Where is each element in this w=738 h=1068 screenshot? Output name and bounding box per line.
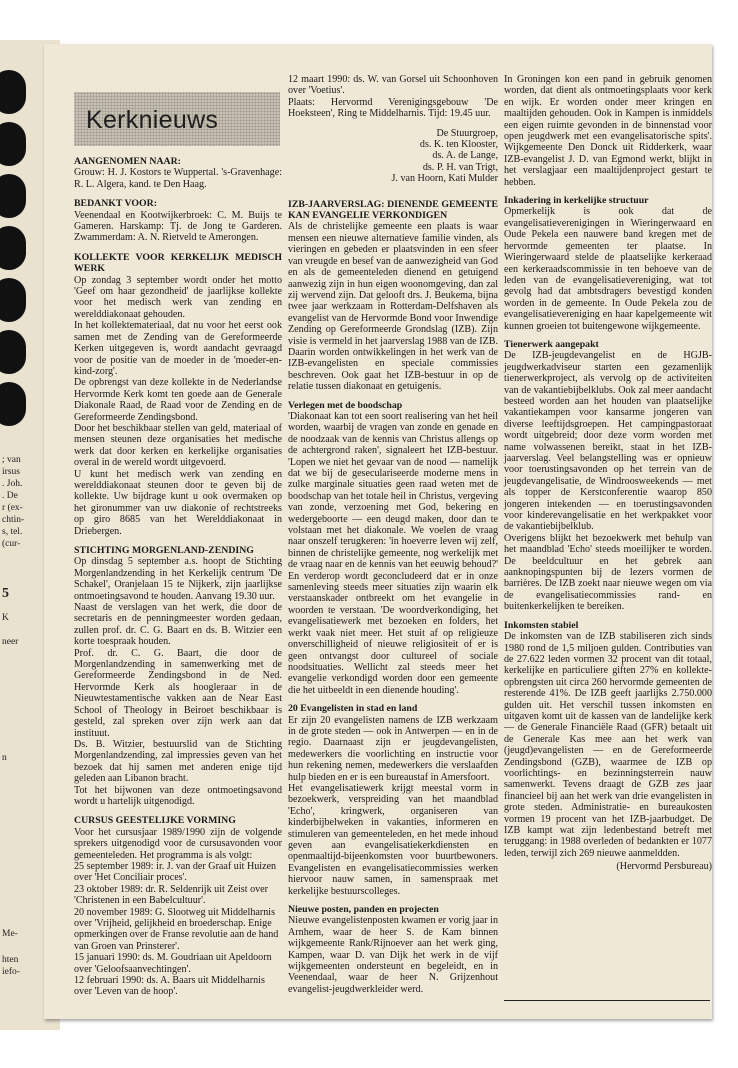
signer: J. van Hoorn, Kati Mulder bbox=[391, 173, 498, 185]
paragraph: Ds. B. Witzier, bestuurslid van de Stichting Morgenlandzending, zal impressies geven van het bezoek dat hij samen met anderen enige tijd geleden aan Libanon bracht. bbox=[74, 738, 282, 785]
heading-bedankt: BEDANKT VOOR: bbox=[74, 198, 158, 210]
heading-aangenomen: AANGENOMEN NAAR: bbox=[74, 156, 181, 167]
paragraph: Opmerkelijk is ook dat de evangelisatieverenigingen in Wieringerwaard en Oude Pekela een nauwere band kregen met de hervormde gemeenten ter plaatse. In Wieringerwaard stelde de plaatselijke kerkeraad een kerkeraadscommissie in ten behoeve van de leden van de evangelisatievereniging, wat tot gevolg had dat ambtsdragers bevestigd konden worden in de gemeente. In Oude Pekela zou de evangelisatievereniging en haar kapelgemeente wit kunnen groeien tot buitengewone wijkgemeente. bbox=[504, 206, 712, 332]
list-item: 12 februari 1990: ds. A. Baars uit Middelharnis over 'Leven van de hoop'. bbox=[74, 975, 265, 998]
prev-page-fragment: neer bbox=[2, 637, 19, 647]
signer: ds. A. de Lange, bbox=[432, 150, 498, 162]
prev-page-fragment: n bbox=[2, 753, 7, 763]
prev-page-fragment: hten bbox=[2, 955, 19, 965]
prev-page-fragment: iefo- bbox=[2, 967, 20, 977]
heading-stichting: STICHTING MORGENLAND-ZENDING bbox=[74, 545, 254, 556]
list-item: 25 september 1989: ir. J. van der Graaf uit Huizen over 'Het Conciliair proces'. bbox=[74, 860, 277, 884]
subheading-verlegen: Verlegen met de boodschap bbox=[288, 399, 403, 411]
paragraph: 12 maart 1990: ds. W. van Gorsel uit Schoonhoven over 'Voetius'. bbox=[288, 74, 498, 97]
column-1 bbox=[74, 156, 282, 998]
paragraph: Grouw: H. J. Kostors te Wuppertal. 's-Gravenhage: R. L. Algera, kand. te Den Haag. bbox=[74, 167, 282, 190]
list-item: 23 oktober 1989: dr. R. Seldenrijk uit Zeist over 'Christenen in een Babelcultuur'. bbox=[74, 883, 268, 907]
paragraph: De inkomsten van de IZB stabiliseren zich sinds 1980 rond de 1,5 miljoen gulden. Contributies van de 27.622 leden vormen 32 procent van dit totaal, kerkelijke en particuliere giften 27% en kollekte-opbrengsten uit circa 260 hervormde gemeenten de resterende 41%. De IZB geeft jaarlijks 2.750.000 gulden uit. Het verschil tussen inkomsten en uitgaven komt uit de kassen van de landelijke kerk — de Generale Financiële Raad (GFR) betaalt uit de Generale Kas mee aan het werk van (jeugd)evangelisten — en de Gereformeerde Zendingsbond (GZB), waarmee de IZB op voorlichtings- en bezinningsterrein nauw samenwerkt. Tevens draagt de GZB zes jaar financieel bij aan het werk van drie evangelisten in grote steden. Administratie- en bureaukosten vormen 19 procent van het IZB-jaarbudget. De IZB kampt wat zijn ledenbestand betreft met teruggang: in 1988 overleden of bedankten er 1077 leden, terwijl zich 269 nieuwe aanmeldden. bbox=[504, 631, 712, 859]
paragraph: Door het beschikbaar stellen van geld, materiaal of mensen steunen deze organisaties het medische werk dat door kerken en kerkelijke organisaties overal in de wereld wordt uitgevoerd. bbox=[74, 422, 282, 469]
prev-page-fragment: . De bbox=[2, 491, 18, 501]
signer: ds. P. H. van Trigt, bbox=[422, 161, 498, 173]
prev-page-fragment: 5 bbox=[2, 586, 9, 601]
prev-page-fragment: chtin- bbox=[2, 515, 25, 525]
paragraph: U kunt het medisch werk van zending en werelddiakonaat steunen door te geven bij de kollekte. Uw bijdrage kunt u ook overmaken op het gironummer van uw diakonie of rechtstreeks op giro 8685 van het Werelddiakonaat in Driebergen. bbox=[74, 468, 282, 537]
paragraph: Plaats: Hervormd Verenigingsgebouw 'De Hoeksteen', Ring te Middelharnis. Tijd: 19.45 uur. bbox=[288, 96, 498, 120]
column-2 bbox=[288, 74, 498, 995]
signer: ds. K. ten Klooster, bbox=[419, 139, 498, 151]
prev-page-fragment: Me- bbox=[2, 929, 18, 939]
previous-page-edge bbox=[0, 440, 46, 1000]
section-banner bbox=[74, 92, 280, 146]
paragraph: Op dinsdag 5 september a.s. hoopt de Stichting Morgenlandzending in het Kerkelijk centrum 'De Schakel', Oranjelaan 15 te Nijkerk, zijn jaarlijkse ontmoetingsavond te houden. Aanvang 19.30 uur. bbox=[74, 556, 282, 602]
prev-page-fragment: (cur- bbox=[2, 539, 21, 549]
end-rule bbox=[504, 1000, 710, 1001]
paragraph: Tot het bijwonen van deze ontmoetingsavond wordt u hartelijk uitgenodigd. bbox=[74, 784, 282, 807]
heading-izb: IZB-JAARVERSLAG: DIENENDE GEMEENTE KAN EVANGELIE VERKONDIGEN bbox=[288, 198, 498, 222]
binder-hole bbox=[0, 226, 26, 270]
subheading-inkadering: Inkadering in kerkelijke structuur bbox=[504, 195, 649, 207]
binder-hole bbox=[0, 382, 26, 426]
signature-block bbox=[288, 128, 498, 185]
paragraph: Voor het cursusjaar 1989/1990 zijn de volgende sprekers uitgenodigd voor de cursusavonden voor gemeenteleden. Het programma is als volgt: bbox=[74, 826, 282, 861]
binder-hole bbox=[0, 70, 26, 114]
binder-hole bbox=[0, 174, 26, 218]
binder-hole bbox=[0, 122, 26, 166]
paragraph: In Groningen kon een pand in gebruik genomen worden, dat dient als ontmoetingsplaats voor kerk en wijk. Er worden onder meer kringen en maaltijden gehouden. Ook in Kampen is inmiddels een eigen ruimte gevonden in de binnenstad voor open jeugdwerk met een evangelisatorische spits'. Wijkgemeente Den Donck uit Ridderkerk, waar IZB-evangelist J. D. van Egmond werkt, blijkt in het verslagjaar een maaltijdenproject gestart te hebben. bbox=[504, 74, 712, 188]
paragraph: 'Diakonaat kan tot een soort realisering van het heil worden, waarbij de vragen van zonde en genade en de noodzaak van de kennis van Christus allengs op de achtergrond raken', signaleert het IZB-bestuur. 'Lopen we niet het gevaar van de nood — namelijk dat we bij de geseculariseerde moderne mens in zulke marginale situaties geen raad weten met de boodschap van het totale heil in Christus, vergeving van zonde, verzoening met God, bekering en wedergeboorte — een deugd maken, door dan te volstaan met het diakonale. We voelen de vraag naar onszelf terugkeren: 'in hoeverre leven wij zelf, binnen de christelijke gemeente, nog werkelijk met de vraag naar en de kennis van het eeuwig behoud?' En verderop wordt geconcludeerd dat er in onze samenleving steeds meer situaties zijn waarin elk verstaanskader ontbreekt om het evangelie in woorden te verstaan. 'De woordverkondiging, het evangelisatiewerk met bezoeken en folders, het werkt vaak niet meer. Het stuit af op religieuze onverschilligheid of nieuwe religiositeit of er is geen ontvangst door cultureel of sociale noodsituaties. Wellicht zal steeds meer het evangelie verkondigd worden door een gemeente die het uitbeeldt in een dienende houding'. bbox=[288, 410, 498, 696]
signer: De Stuurgroep, bbox=[436, 127, 498, 139]
paragraph: De IZB-jeugdevangelist en de HGJB-jeugdwerkadviseur starten een gezamenlijk tienerwerkproject, als vervolg op de activiteiten van de vakantiebijbelklubs. Ook zal meer aandacht besteed worden aan het houden van plaatselijke vakantiekampen voor kansarme jongeren van diverse leeftijdsgroepen. Het campingpastoraat wordt uitgebreid; door deze vorm worden met name volwassenen bereikt, staat in het IZB-jaarverslag. Veel belangstelling was er opnieuw voor toerustingsavonden op het terrein van de jeugdevangelisatie, de Windroosweekends — met als topper de Kerstconferentie waarop 850 jongeren intekenden — en toerustingsavonden voor kinderevangelisatie en het werkpakket voor de vakantiebijbelklub. bbox=[504, 350, 712, 533]
paragraph: Veenendaal en Kootwijkerbroek: C. M. Buijs te Gameren. Harskamp: Tj. de Jong te Garderen. Zwammerdam: A. N. Rietveld te Amerongen. bbox=[74, 209, 282, 244]
prev-page-fragment: K bbox=[2, 613, 9, 623]
heading-kollekte: KOLLEKTE VOOR KERKELIJK MEDISCH WERK bbox=[74, 251, 282, 275]
source-credit: (Hervormd Persbureau) bbox=[616, 861, 712, 873]
prev-page-fragment: r (ex- bbox=[2, 503, 23, 513]
prev-page-fragment: ; van bbox=[2, 455, 21, 465]
paragraph: Overigens blijkt het bezoekwerk met behulp van het maandblad 'Echo' steeds moeilijker te worden. De beeldcultuur en het gebrek aan aanknopingspunten bij de lezers vormen de barrières. De IZB zoekt naar nieuwe wegen om via de evangelisatiecommissies rand- en buitenkerkelijken te bereiken. bbox=[504, 532, 712, 613]
column-3 bbox=[504, 74, 712, 873]
subheading-tiener: Tienerwerk aangepakt bbox=[504, 338, 599, 350]
paragraph: In het kollektemateriaal, dat nu voor het eerst ook samen met de Zending van de Gereformeerde Kerken uitgegeven is, wordt aandacht gevraagd voor de positie van de moeder in de 'moeder-en-kind-zorg'. bbox=[74, 320, 282, 377]
paragraph: Naast de verslagen van het werk, die door de secretaris en de penningmeester worden gedaan, zullen prof. dr. C. G. Baart en ds. B. Witzier een korte toespraak houden. bbox=[74, 602, 282, 648]
paragraph: Als de christelijke gemeente een plaats is waar mensen een nieuwe alternatieve familie vinden, als vieringen en gebeden er plaatsvinden in een sfeer van vreugde en besef van de aanwezigheid van God en als de gemeenteleden dienend en getuigend aanwezig zijn in hun eigen woonomgeving, dan zal zij wervend zijn. Dat gelooft drs. J. Beukema, bijna twee jaar werkzaam in Rotterdam-Delfshaven als evangelist van de Hervormde Bond voor Inwendige Zending op Gereformeerde Grondslag (IZB). Zijn visie is vermeld in het jaarverslag 1988 van de IZB. Daarin worden ontwikkelingen in het werk van de IZB-evangelisten en speciale commissies beschreven. Ook gaat het IZB-bestuur in op de relatie tussen diakonaat en getuigenis. bbox=[288, 221, 498, 393]
heading-cursus: CURSUS GEESTELIJKE VORMING bbox=[74, 815, 236, 827]
paragraph: Er zijn 20 evangelisten namens de IZB werkzaam in de grote steden — ook in Antwerpen — en in de regio. Daarnaast zijn er jeugdevangelisten, medewerkers die voorlichting en instructie voor hun rekening nemen, medewerkers die verslaafden hulp bieden en er is een bureaustaf in Amersfoort. bbox=[288, 714, 498, 783]
prev-page-fragment: irsus bbox=[2, 467, 20, 477]
list-item: 20 november 1989: G. Slootweg uit Middelharnis over 'Vrijheid, gelijkheid en broederschap. Enige opmerkingen over de Franse revolutie aan de hand van Groen van Prinsterer'. bbox=[74, 906, 279, 952]
prev-page-fragment: s, tel. bbox=[2, 527, 23, 537]
paragraph: De opbrengst van deze kollekte in de Nederlandse Hervormde Kerk komt ten goede aan de Generale Diakonale Raad, de Raad voor de Zending en de Gereformeerde Zendingsbond. bbox=[74, 377, 282, 423]
paragraph: Nieuwe evangelistenposten kwamen er vorig jaar in Arnhem, waar de heer S. de Kam binnen wijkgemeente Rank/Rijnoever aan het werk ging, Kampen, waar D. van Dijk het werk in de vijf wijkgemeenten ondersteunt en begeleidt, en in Veenendaal, waar de heer N. Grijzenhout evangelist-jeugdwerkleider werd. bbox=[288, 915, 498, 995]
subheading-inkomsten: Inkomsten stabiel bbox=[504, 619, 579, 631]
binder-hole bbox=[0, 278, 26, 322]
newspaper-page bbox=[44, 44, 712, 1019]
list-item: 15 januari 1990: ds. M. Goudriaan uit Apeldoorn over 'Geloofsaanvechtingen'. bbox=[74, 952, 272, 975]
subheading-nieuwe: Nieuwe posten, panden en projecten bbox=[288, 904, 439, 916]
paragraph: Op zondag 3 september wordt onder het motto 'Geef om haar gezondheid' de jaarlijkse kollekte voor het medisch werk van zending en werelddiakonaat gehouden. bbox=[74, 274, 282, 320]
subheading-twintig: 20 Evangelisten in stad en land bbox=[288, 703, 418, 715]
paragraph: Prof. dr. C. G. Baart, die door de Morgenlandzending in samenwerking met de Gereformeerde Zendingsbond in de Ned. Hervormde Kerk als hoogleraar in de Nieuwtestamentische vakken aan de Near East School of Theology in Beiroet beschikbaar is gesteld, zal spreken over zijn werk aan dat instituut. bbox=[74, 647, 282, 739]
binder-hole bbox=[0, 330, 26, 374]
section-title: Kerknieuws bbox=[86, 106, 219, 134]
prev-page-fragment: . Joh. bbox=[2, 479, 23, 489]
paragraph: Het evangelisatiewerk krijgt meestal vorm in bezoekwerk, verspreiding van het maandblad 'Echo', kringwerk, organiseren van kinderbijbelweken in vakanties, informeren en stimuleren van gemeenteleden, en het mede inhoud geven aan evangelisatiekerkdiensten en openmaaltijd-bijeenkomsten voor buurtbewoners. Evangelisten en evangelisatiecommissies werken hiervoor nauw samen, in samenspraak met kerkelijke bestuurscolleges. bbox=[288, 782, 498, 897]
